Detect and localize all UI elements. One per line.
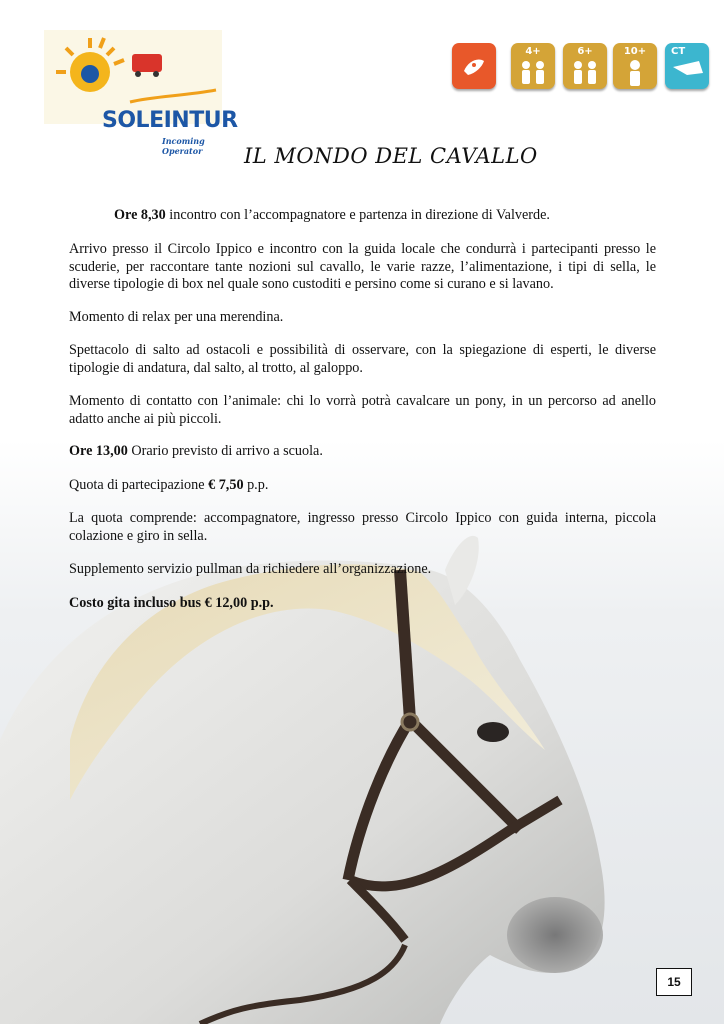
horse-saddle-icon: [452, 43, 496, 89]
return-time: Ore 13,00: [69, 443, 128, 459]
total-cost: Costo gita incluso bus € 12,00 p.p.: [69, 595, 274, 611]
paragraph-arrival: Arrivo presso il Circolo Ippico e incontro con la guida locale che condurrà i partecipanti presso le scuderie, per raccontare tante nozioni sul cavallo, le varie razze, l’alimentazione, i tipi di sella, le diverse tipologie di box nel quale sono custoditi e persino come si curano e si lavano.: [69, 241, 656, 292]
age-6-badge: [563, 43, 607, 89]
price-label: Quota di partecipazione: [69, 477, 209, 493]
age-10-badge: [613, 43, 657, 89]
age-4-label: 4+: [525, 46, 541, 57]
price-value: € 7,50: [208, 477, 244, 493]
paragraph-departure: [114, 207, 656, 225]
paragraph-total-cost: [69, 595, 656, 613]
catania-label: CT: [671, 46, 686, 57]
children-icon: [563, 43, 607, 89]
price-unit: p.p.: [243, 477, 269, 493]
departure-text: incontro con l’accompagnatore e partenza in direzione di Valverde.: [165, 207, 550, 223]
paragraph-includes: La quota comprende: accompagnatore, ingresso presso Circolo Ippico con guida interna, piccola colazione e giro in sella.: [69, 510, 656, 544]
paragraph-supplement: Supplemento servizio pullman da richiedere all’organizzazione.: [69, 561, 432, 577]
paragraph-show: Spettacolo di salto ad ostacoli e possibilità di osservare, con la spiegazione di esperti, le diverse tipologie di andatura, dal salto, al trotto, al galoppo.: [69, 342, 656, 376]
catania-badge: [665, 43, 709, 89]
horse-activity-badge: [452, 43, 496, 89]
logo-wordmark: SOLEINTUR: [102, 108, 238, 133]
departure-time: Ore 8,30: [114, 207, 166, 223]
children-icon: [511, 43, 555, 89]
horse-photo: [0, 500, 724, 1024]
sicily-map-icon: [665, 43, 709, 89]
age-4-badge: [511, 43, 555, 89]
page-title: IL MONDO DEL CAVALLO: [244, 144, 538, 168]
logo-tagline: Incoming Operator: [162, 136, 205, 156]
soleintur-logo: [44, 30, 238, 156]
paragraph-price: [69, 477, 656, 495]
paragraph-contact: Momento di contatto con l’animale: chi lo vorrà potrà cavalcare un pony, in un percorso ad anello adatto anche ai più piccoli.: [69, 393, 656, 427]
page-number: 15: [656, 968, 692, 996]
paragraph-return: [69, 443, 656, 461]
return-text: Orario previsto di arrivo a scuola.: [127, 443, 323, 459]
age-6-label: 6+: [577, 46, 593, 57]
age-10-label: 10+: [623, 46, 647, 57]
child-icon: [613, 43, 657, 89]
paragraph-relax: Momento di relax per una merendina.: [69, 309, 284, 325]
